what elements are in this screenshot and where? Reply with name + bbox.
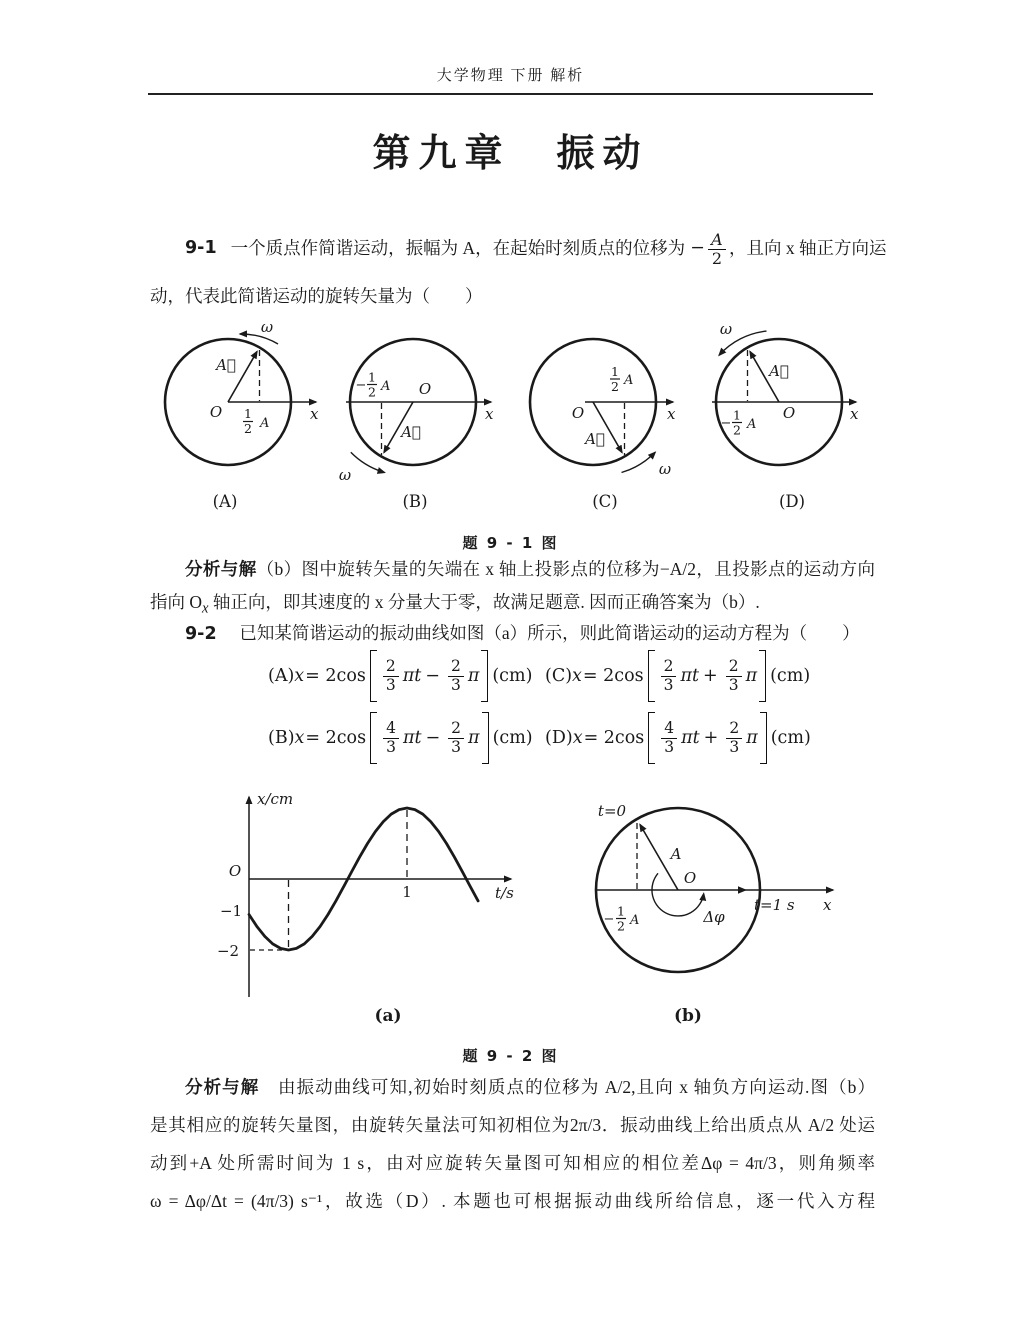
eq-freq-var: πt [402,728,422,748]
eq-phase-var: π [468,728,480,748]
frac-den: 3 [661,738,677,756]
option-b-label: (B) [402,492,428,511]
stem-text: 已知某简谐运动的振动曲线如图（a）所示，则此简谐运动的运动方程为（ ） [239,623,860,643]
eq-relation: = 2cos [305,666,366,686]
left-bracket [648,712,655,764]
analysis-label: 分析与解 [185,1078,260,1098]
eq-phase-var: π [746,728,758,748]
frac-num: 4 [386,719,396,738]
vector-label: A⃗ [769,362,789,380]
eq-label: (C) [545,666,573,686]
equation-option-b [268,712,533,764]
half-minus: − [355,378,367,393]
stem-text-before: 一个质点作简谐运动，振幅为 A，在起始时刻质点的位移为 [230,238,686,259]
half-minus: − [720,416,732,431]
option-c-label: (C) [592,492,618,511]
frac-num: 2 [385,657,396,676]
right-bracket [760,712,767,764]
vector-label: A⃗ [216,356,236,374]
figure-9-2b-phasor-diagram [555,790,885,1015]
frac-den: 3 [726,676,742,694]
delta-phi-label: Δφ [703,908,725,926]
option-d-label: (D) [778,492,806,511]
frac-den: 3 [448,738,464,756]
half-denominator: 2 [617,918,625,934]
half-suffix: A [381,379,391,394]
left-bracket [370,712,377,764]
x-axis-label: x [667,405,676,423]
half-numerator: 1 [617,903,625,919]
x-axis-label: x [485,405,494,423]
half-minus: − [603,912,615,927]
analysis-9-2-line2: 是其相应的旋转矢量图，由旋转矢量法可知初相位为2π/3．振动曲线上给出质点从 A/2 处运 [150,1115,875,1135]
analysis-9-2-line1 [185,1074,875,1102]
origin-label: O [782,404,796,422]
half-numerator: 1 [733,407,741,423]
displacement-fraction [708,231,726,268]
problem-number: 9-1 [185,238,217,259]
half-suffix: A [624,373,634,388]
omega-label: ω [338,466,352,484]
right-bracket [759,650,766,702]
figure-9-1-caption: 题 9 - 1 图 [462,534,559,552]
figure-9-1-option-d-diagram [684,322,874,500]
analysis-9-1-line2 [150,589,875,620]
half-numerator: 1 [611,364,619,379]
analysis-label: 分析与解 [185,560,257,580]
tick-minus-2: −2 [216,942,240,960]
equation-option-a [268,650,532,702]
figure-9-1-option-a-diagram [150,318,330,500]
frequency-fraction [383,720,399,755]
problem-9-1-stem-line2: 动，代表此简谐运动的旋转矢量为（ ） [150,286,483,306]
stem-text-after: ，且向 x 轴正方向运 [729,238,887,259]
frac-den: 3 [383,738,399,756]
figure-b-label: (b) [674,1006,702,1026]
frac-num: 2 [450,657,461,676]
option-a-label: (A) [212,492,238,511]
frac-num: 2 [729,719,740,738]
phase-fraction [726,720,742,755]
eq-sign: + [703,666,718,686]
problem-number: 9-2 [185,624,217,644]
half-suffix: A [260,416,270,431]
half-denominator: 2 [244,421,252,436]
eq-freq-var: πt [681,728,700,748]
eq-var: x [572,666,582,686]
half-denominator: 2 [733,422,741,438]
eq-sign: − [425,666,440,686]
frequency-fraction [661,720,677,755]
chapter-title: 第九章 振动 [372,131,649,175]
figure-9-2-caption: 题 9 - 2 图 [462,1047,559,1065]
frac-den: 3 [448,676,464,694]
vector-label: A⃗ [401,423,421,441]
eq-sign: + [703,728,719,748]
eq-var: x [572,728,583,748]
eq-sign: − [425,728,441,748]
fraction-sign: − [690,238,705,259]
page-header: 大学物理 下册 解析 [436,68,585,84]
origin-label: O [683,869,697,887]
x-axis-label: x [310,405,319,423]
frac-num: 4 [664,719,675,738]
left-bracket [648,650,655,702]
analysis-text: （b）图中旋转矢量的矢端在 x 轴上投影点的位移为−A/2，且投影点的运动方向 [256,559,875,579]
analysis-text-post: 轴正向，即其速度的 x 分量大于零，故满足题意. 因而正确答案为（b）. [208,592,760,612]
eq-phase-var: π [467,666,480,686]
y-axis-label: x/cm [257,790,294,808]
header-rule [148,93,873,95]
frequency-fraction [383,658,399,693]
problem-9-1-stem-line1 [185,219,890,279]
origin-label: O [228,862,242,880]
eq-unit: (cm) [770,728,811,748]
phase-fraction [726,658,742,693]
half-denominator: 2 [368,384,376,400]
problem-9-2-stem [185,620,890,648]
eq-relation: = 2cos [582,666,644,686]
left-bracket [370,650,377,702]
eq-unit: (cm) [492,728,533,748]
eq-phase-var: π [745,666,758,686]
figure-9-2a-vibration-curve [165,785,560,1015]
frac-num: 2 [728,657,739,676]
analysis-text: 由振动曲线可知,初始时刻质点的位移为 A/2,且向 x 轴负方向运动.图（b） [259,1077,875,1097]
analysis-9-2-line4: ω = Δφ/Δt = (4π/3) s⁻¹，故选（D）. 本题也可根据振动曲线所给信息，逐一代入方程 [150,1191,875,1211]
analysis-9-1-line1 [185,556,875,584]
equation-option-d [545,712,811,764]
omega-label: ω [719,320,733,338]
phase-fraction [448,658,464,693]
eq-relation: = 2cos [583,728,645,748]
t-axis-label: t/s [495,884,514,902]
half-numerator: 1 [368,369,376,385]
vector-label: A [670,845,682,863]
eq-unit: (cm) [770,666,811,686]
omega-label: ω [658,460,672,478]
eq-label: (A) [268,666,295,686]
half-denominator: 2 [611,379,619,394]
frac-num: 2 [451,719,462,738]
frac-num: 2 [663,657,674,676]
t0-label: t=0 [597,802,627,820]
eq-label: (D) [545,728,573,748]
half-suffix: A [747,417,757,432]
right-bracket [481,650,488,702]
tick-minus-1: −1 [219,902,243,920]
analysis-9-2-line3: 动到+A 处所需时间为 1 s，由对应旋转矢量图可知相应的相位差Δφ = 4π/3，则角频率 [150,1153,875,1173]
x-axis-label: x [850,405,859,423]
origin-label: O [571,404,585,422]
eq-var: x [294,666,305,686]
half-suffix: A [630,913,640,928]
eq-unit: (cm) [492,666,533,686]
equation-option-c [545,650,810,702]
eq-freq-var: πt [402,666,422,686]
frac-den: 3 [383,676,399,694]
figure-a-label: (a) [374,1006,402,1026]
eq-label: (B) [268,728,295,748]
vector-label: A⃗ [585,430,605,448]
frac-den: 3 [661,676,677,694]
tick-1: 1 [402,883,412,901]
omega-label: ω [260,318,274,336]
phase-fraction [448,720,464,755]
analysis-text-pre: 指向 O [150,592,203,612]
frequency-fraction [661,658,677,693]
x-axis-label: x [823,896,832,914]
t1-axis-arrowhead [738,886,747,894]
o-x-subscript: x [202,600,209,617]
right-bracket [482,712,489,764]
eq-freq-var: πt [680,666,700,686]
t1-label: t=1 s [754,896,795,914]
fraction-numerator: A [711,229,723,249]
eq-var: x [294,728,305,748]
figure-9-1-option-c-diagram [515,322,700,500]
eq-relation: = 2cos [305,728,367,748]
fraction-denominator: 2 [708,249,726,268]
origin-label: O [209,403,223,421]
origin-label: O [418,380,432,398]
figure-9-1-option-b-diagram [321,322,511,500]
half-numerator: 1 [244,406,252,421]
frac-den: 3 [726,738,742,756]
